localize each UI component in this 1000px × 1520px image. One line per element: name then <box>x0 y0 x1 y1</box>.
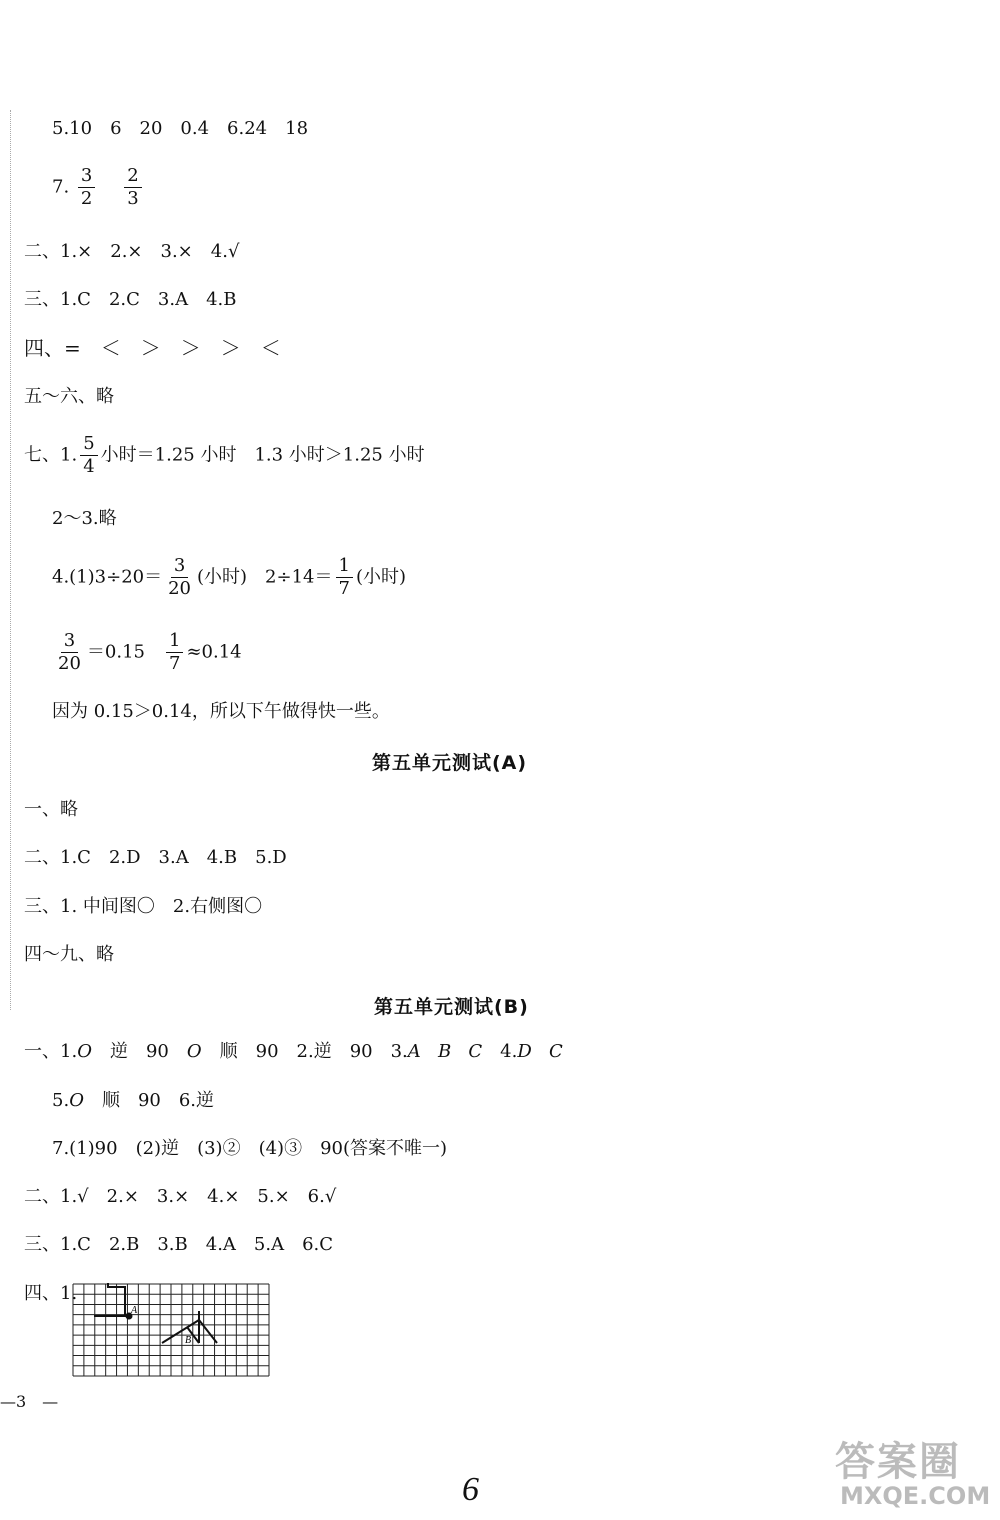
numerator: 1 <box>166 630 183 653</box>
point-label: B <box>437 1041 452 1062</box>
answer-line-fractions <box>52 555 406 600</box>
item-number: 7. <box>52 176 70 198</box>
answer-line <box>24 1040 563 1064</box>
grid-lines <box>73 1284 269 1376</box>
fraction <box>166 630 183 675</box>
denominator: 7 <box>338 578 350 599</box>
answer-line: 7.(1)90 (2)逆 (3)② (4)③ 90(答案不唯一) <box>52 1138 448 1159</box>
figure-a <box>103 1283 125 1316</box>
answer-line-fractions <box>52 165 145 210</box>
numerator: 3 <box>78 165 95 188</box>
answer-text: (小时) 2÷14＝ <box>197 566 333 588</box>
fraction <box>165 555 194 600</box>
fraction <box>80 433 97 478</box>
point-label: O <box>186 1041 202 1062</box>
answer-text: 逆 90 <box>91 1041 187 1062</box>
numerator: 3 <box>61 630 78 653</box>
answer-text: (小时) <box>355 566 406 588</box>
denominator: 7 <box>168 653 181 674</box>
item-number: 七、1. <box>24 444 78 466</box>
binding-margin-line <box>10 110 11 1010</box>
answer-line: 五～六、略 <box>24 386 114 407</box>
fraction <box>124 165 141 210</box>
watermark-url: MXQE.COM <box>840 1482 991 1510</box>
answer-line: 二、1.C 2.D 3.A 4.B 5.D <box>24 847 287 868</box>
grid-label-b: B <box>185 1335 192 1346</box>
answer-text: ＝0.15 <box>86 641 163 663</box>
denominator: 20 <box>58 653 81 674</box>
answer-line: 5.10 6 20 0.4 6.24 18 <box>52 118 309 139</box>
grid-label-a: A <box>131 1305 138 1316</box>
answer-text: 5. <box>52 1090 70 1111</box>
answer-line: 四、= ＜ ＞ ＞ ＞ ＜ <box>24 336 281 360</box>
answer-text: ≈0.14 <box>186 641 242 663</box>
fraction <box>78 165 95 210</box>
section-title-unit5-b: 第五单元测试(B) <box>374 996 529 1018</box>
point-label: C <box>468 1041 483 1062</box>
section-title-unit5-a: 第五单元测试(A) <box>372 752 528 774</box>
numerator: 5 <box>80 433 97 456</box>
answer-text: 一、1. <box>24 1041 78 1062</box>
answer-line: 二、1.× 2.× 3.× 4.√ <box>24 241 240 262</box>
answer-line: 四、1. <box>24 1283 78 1304</box>
point-label: O <box>77 1041 92 1062</box>
fraction <box>55 630 84 675</box>
fraction <box>336 555 353 600</box>
denominator: 2 <box>80 188 93 209</box>
answer-line <box>52 1089 214 1113</box>
answer-text: 顺 90 2.逆 90 3. <box>201 1041 408 1062</box>
answer-text: 4.(1)3÷20＝ <box>52 566 163 588</box>
numerator: 2 <box>124 165 141 188</box>
answer-line: 2～3.略 <box>52 508 117 529</box>
page-footer-mark: —3 — <box>0 1392 59 1411</box>
answer-line: 一、略 <box>24 799 78 820</box>
numerator: 1 <box>336 555 353 578</box>
answer-line-fractions <box>24 433 425 478</box>
answer-text: 4. <box>482 1041 518 1062</box>
point-label: D <box>517 1041 532 1062</box>
point-label: A <box>407 1041 421 1062</box>
answer-line: 三、1.C 2.B 3.B 4.A 5.A 6.C <box>24 1234 334 1255</box>
answer-line: 四～九、略 <box>24 944 114 965</box>
point-label: O <box>69 1090 84 1111</box>
answer-line: 二、1.√ 2.× 3.× 4.× 5.× 6.√ <box>24 1186 337 1207</box>
denominator: 4 <box>83 456 95 477</box>
watermark-logo: 答案圈 <box>835 1439 961 1485</box>
denominator: 20 <box>168 578 192 599</box>
rotation-grid-figure <box>72 1283 270 1377</box>
answer-text: 顺 90 6.逆 <box>83 1090 215 1111</box>
answer-text: 小时＝1.25 小时 1.3 小时＞1.25 小时 <box>100 444 425 466</box>
answer-line-fractions <box>52 630 242 675</box>
answer-line: 因为 0.15＞0.14，所以下午做得快一些。 <box>52 701 390 722</box>
point-label: C <box>548 1041 563 1062</box>
denominator: 3 <box>127 188 139 209</box>
numerator: 3 <box>171 555 188 578</box>
answer-line: 三、1.C 2.C 3.A 4.B <box>24 289 237 310</box>
answer-line: 三、1. 中间图〇 2.右侧图〇 <box>24 896 263 917</box>
handwritten-page-number: 6 <box>462 1471 479 1508</box>
